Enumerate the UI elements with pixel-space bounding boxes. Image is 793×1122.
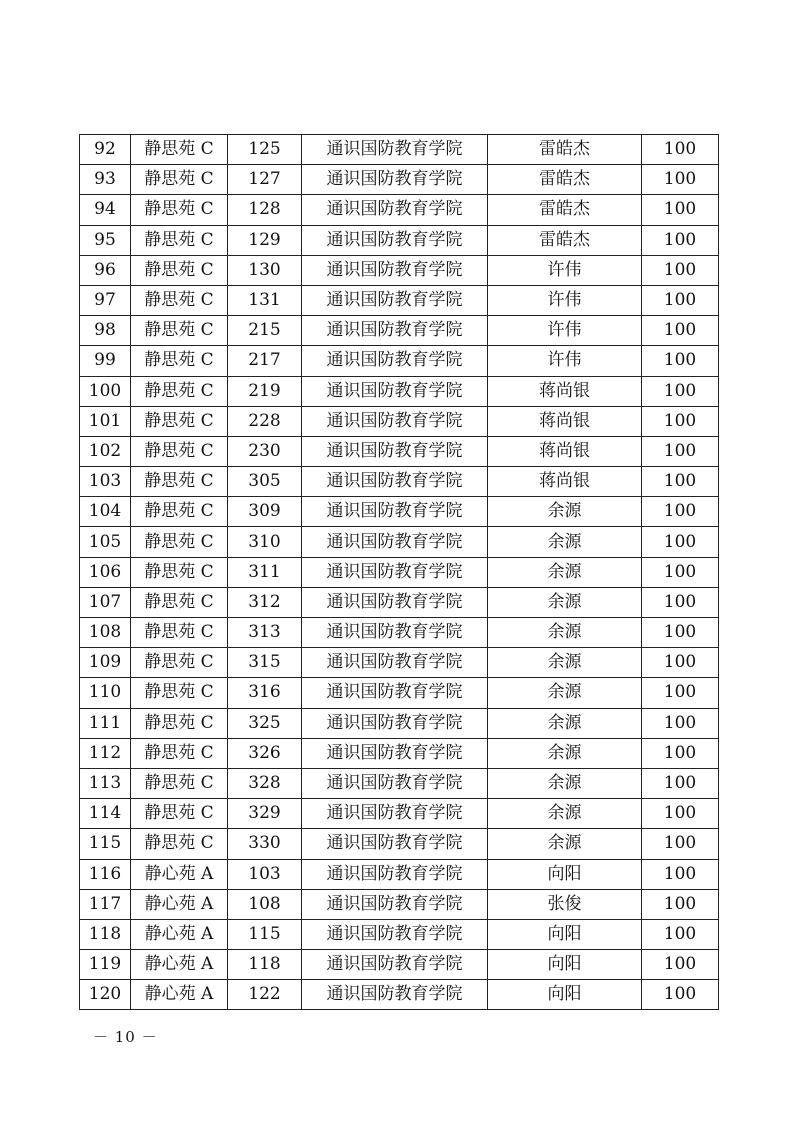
score-cell: 100 [642,678,719,708]
inspector-cell: 向阳 [488,859,642,889]
building-cell: 静思苑 C [131,316,228,346]
building-cell: 静思苑 C [131,165,228,195]
row-number-cell: 106 [80,557,131,587]
row-number-cell: 94 [80,195,131,225]
building-cell: 静思苑 C [131,708,228,738]
building-cell: 静思苑 C [131,557,228,587]
inspector-cell: 雷皓杰 [488,225,642,255]
inspector-cell: 雷皓杰 [488,135,642,165]
table-row [80,467,719,497]
score-cell: 100 [642,889,719,919]
inspector-cell: 余源 [488,587,642,617]
score-cell: 100 [642,346,719,376]
building-cell: 静思苑 C [131,497,228,527]
table-row [80,497,719,527]
row-number-cell: 102 [80,436,131,466]
row-number-cell: 101 [80,406,131,436]
college-cell: 通识国防教育学院 [302,768,488,798]
college-cell: 通识国防教育学院 [302,919,488,949]
inspector-cell: 余源 [488,708,642,738]
inspector-cell: 雷皓杰 [488,165,642,195]
score-cell: 100 [642,799,719,829]
table-row [80,980,719,1010]
room-cell: 118 [228,950,302,980]
page-number: － 10 － [93,1028,158,1046]
room-cell: 108 [228,889,302,919]
college-cell: 通识国防教育学院 [302,618,488,648]
room-cell: 128 [228,195,302,225]
college-cell: 通识国防教育学院 [302,708,488,738]
college-cell: 通识国防教育学院 [302,829,488,859]
table-row [80,919,719,949]
building-cell: 静心苑 A [131,980,228,1010]
room-cell: 316 [228,678,302,708]
room-cell: 125 [228,135,302,165]
building-cell: 静思苑 C [131,195,228,225]
room-cell: 315 [228,648,302,678]
room-cell: 330 [228,829,302,859]
college-cell: 通识国防教育学院 [302,950,488,980]
table-row [80,165,719,195]
college-cell: 通识国防教育学院 [302,406,488,436]
row-number-cell: 108 [80,618,131,648]
room-cell: 219 [228,376,302,406]
inspector-cell: 余源 [488,527,642,557]
college-cell: 通识国防教育学院 [302,255,488,285]
inspector-cell: 许伟 [488,255,642,285]
college-cell: 通识国防教育学院 [302,557,488,587]
score-cell: 100 [642,980,719,1010]
table-row [80,557,719,587]
score-cell: 100 [642,768,719,798]
row-number-cell: 99 [80,346,131,376]
score-cell: 100 [642,618,719,648]
score-cell: 100 [642,195,719,225]
score-cell: 100 [642,135,719,165]
table-row [80,618,719,648]
row-number-cell: 105 [80,527,131,557]
score-cell: 100 [642,255,719,285]
dormitory-score-table [79,134,719,1010]
table-row [80,436,719,466]
row-number-cell: 112 [80,738,131,768]
row-number-cell: 109 [80,648,131,678]
row-number-cell: 100 [80,376,131,406]
table-row [80,316,719,346]
row-number-cell: 98 [80,316,131,346]
table-row [80,406,719,436]
college-cell: 通识国防教育学院 [302,497,488,527]
table-body [80,135,719,1010]
room-cell: 305 [228,467,302,497]
score-cell: 100 [642,587,719,617]
row-number-cell: 107 [80,587,131,617]
table-row [80,889,719,919]
table-row [80,859,719,889]
room-cell: 329 [228,799,302,829]
score-cell: 100 [642,859,719,889]
inspector-cell: 余源 [488,497,642,527]
room-cell: 127 [228,165,302,195]
building-cell: 静思苑 C [131,285,228,315]
room-cell: 129 [228,225,302,255]
inspector-cell: 蒋尚银 [488,376,642,406]
college-cell: 通识国防教育学院 [302,436,488,466]
table-row [80,225,719,255]
score-cell: 100 [642,406,719,436]
building-cell: 静思苑 C [131,225,228,255]
college-cell: 通识国防教育学院 [302,467,488,497]
college-cell: 通识国防教育学院 [302,889,488,919]
score-cell: 100 [642,527,719,557]
room-cell: 310 [228,527,302,557]
room-cell: 103 [228,859,302,889]
inspector-cell: 张俊 [488,889,642,919]
room-cell: 217 [228,346,302,376]
building-cell: 静心苑 A [131,919,228,949]
building-cell: 静思苑 C [131,799,228,829]
building-cell: 静思苑 C [131,829,228,859]
row-number-cell: 113 [80,768,131,798]
room-cell: 131 [228,285,302,315]
table-row [80,135,719,165]
row-number-cell: 92 [80,135,131,165]
room-cell: 311 [228,557,302,587]
table-row [80,950,719,980]
score-cell: 100 [642,225,719,255]
building-cell: 静心苑 A [131,889,228,919]
room-cell: 309 [228,497,302,527]
building-cell: 静心苑 A [131,859,228,889]
table-row [80,799,719,829]
row-number-cell: 117 [80,889,131,919]
table-row [80,255,719,285]
table-row [80,527,719,557]
row-number-cell: 119 [80,950,131,980]
inspector-cell: 蒋尚银 [488,467,642,497]
college-cell: 通识国防教育学院 [302,527,488,557]
inspector-cell: 许伟 [488,285,642,315]
room-cell: 230 [228,436,302,466]
inspector-cell: 余源 [488,678,642,708]
room-cell: 326 [228,738,302,768]
score-cell: 100 [642,829,719,859]
row-number-cell: 115 [80,829,131,859]
college-cell: 通识国防教育学院 [302,165,488,195]
building-cell: 静思苑 C [131,587,228,617]
inspector-cell: 许伟 [488,346,642,376]
row-number-cell: 118 [80,919,131,949]
college-cell: 通识国防教育学院 [302,316,488,346]
inspector-cell: 向阳 [488,980,642,1010]
building-cell: 静思苑 C [131,527,228,557]
table-row [80,587,719,617]
score-cell: 100 [642,467,719,497]
inspector-cell: 向阳 [488,950,642,980]
table-row [80,648,719,678]
inspector-cell: 向阳 [488,919,642,949]
score-cell: 100 [642,738,719,768]
college-cell: 通识国防教育学院 [302,859,488,889]
room-cell: 328 [228,768,302,798]
college-cell: 通识国防教育学院 [302,587,488,617]
building-cell: 静思苑 C [131,467,228,497]
college-cell: 通识国防教育学院 [302,799,488,829]
room-cell: 312 [228,587,302,617]
building-cell: 静思苑 C [131,346,228,376]
inspector-cell: 余源 [488,829,642,859]
row-number-cell: 96 [80,255,131,285]
room-cell: 215 [228,316,302,346]
college-cell: 通识国防教育学院 [302,678,488,708]
table-row [80,376,719,406]
score-cell: 100 [642,285,719,315]
room-cell: 228 [228,406,302,436]
college-cell: 通识国防教育学院 [302,135,488,165]
inspector-cell: 余源 [488,799,642,829]
row-number-cell: 93 [80,165,131,195]
room-cell: 325 [228,708,302,738]
score-cell: 100 [642,316,719,346]
table-row [80,708,719,738]
building-cell: 静思苑 C [131,436,228,466]
table-row [80,678,719,708]
building-cell: 静思苑 C [131,255,228,285]
room-cell: 122 [228,980,302,1010]
score-cell: 100 [642,648,719,678]
score-cell: 100 [642,376,719,406]
inspector-cell: 余源 [488,618,642,648]
building-cell: 静思苑 C [131,678,228,708]
building-cell: 静思苑 C [131,376,228,406]
score-cell: 100 [642,557,719,587]
score-cell: 100 [642,436,719,466]
building-cell: 静思苑 C [131,135,228,165]
score-cell: 100 [642,919,719,949]
inspector-cell: 余源 [488,648,642,678]
college-cell: 通识国防教育学院 [302,225,488,255]
inspector-cell: 蒋尚银 [488,436,642,466]
score-cell: 100 [642,165,719,195]
college-cell: 通识国防教育学院 [302,195,488,225]
room-cell: 130 [228,255,302,285]
building-cell: 静思苑 C [131,648,228,678]
building-cell: 静思苑 C [131,406,228,436]
table-row [80,738,719,768]
score-cell: 100 [642,708,719,738]
table-row [80,829,719,859]
room-cell: 313 [228,618,302,648]
row-number-cell: 110 [80,678,131,708]
college-cell: 通识国防教育学院 [302,346,488,376]
score-cell: 100 [642,497,719,527]
room-cell: 115 [228,919,302,949]
building-cell: 静思苑 C [131,618,228,648]
college-cell: 通识国防教育学院 [302,980,488,1010]
row-number-cell: 120 [80,980,131,1010]
table-row [80,768,719,798]
row-number-cell: 116 [80,859,131,889]
inspector-cell: 蒋尚银 [488,406,642,436]
building-cell: 静思苑 C [131,738,228,768]
table-row [80,195,719,225]
score-cell: 100 [642,950,719,980]
table-row [80,346,719,376]
building-cell: 静心苑 A [131,950,228,980]
inspector-cell: 雷皓杰 [488,195,642,225]
college-cell: 通识国防教育学院 [302,648,488,678]
college-cell: 通识国防教育学院 [302,285,488,315]
row-number-cell: 114 [80,799,131,829]
table-row [80,285,719,315]
college-cell: 通识国防教育学院 [302,738,488,768]
inspector-cell: 余源 [488,768,642,798]
building-cell: 静思苑 C [131,768,228,798]
row-number-cell: 103 [80,467,131,497]
row-number-cell: 97 [80,285,131,315]
inspector-cell: 余源 [488,738,642,768]
inspector-cell: 许伟 [488,316,642,346]
row-number-cell: 95 [80,225,131,255]
row-number-cell: 111 [80,708,131,738]
row-number-cell: 104 [80,497,131,527]
inspector-cell: 余源 [488,557,642,587]
college-cell: 通识国防教育学院 [302,376,488,406]
